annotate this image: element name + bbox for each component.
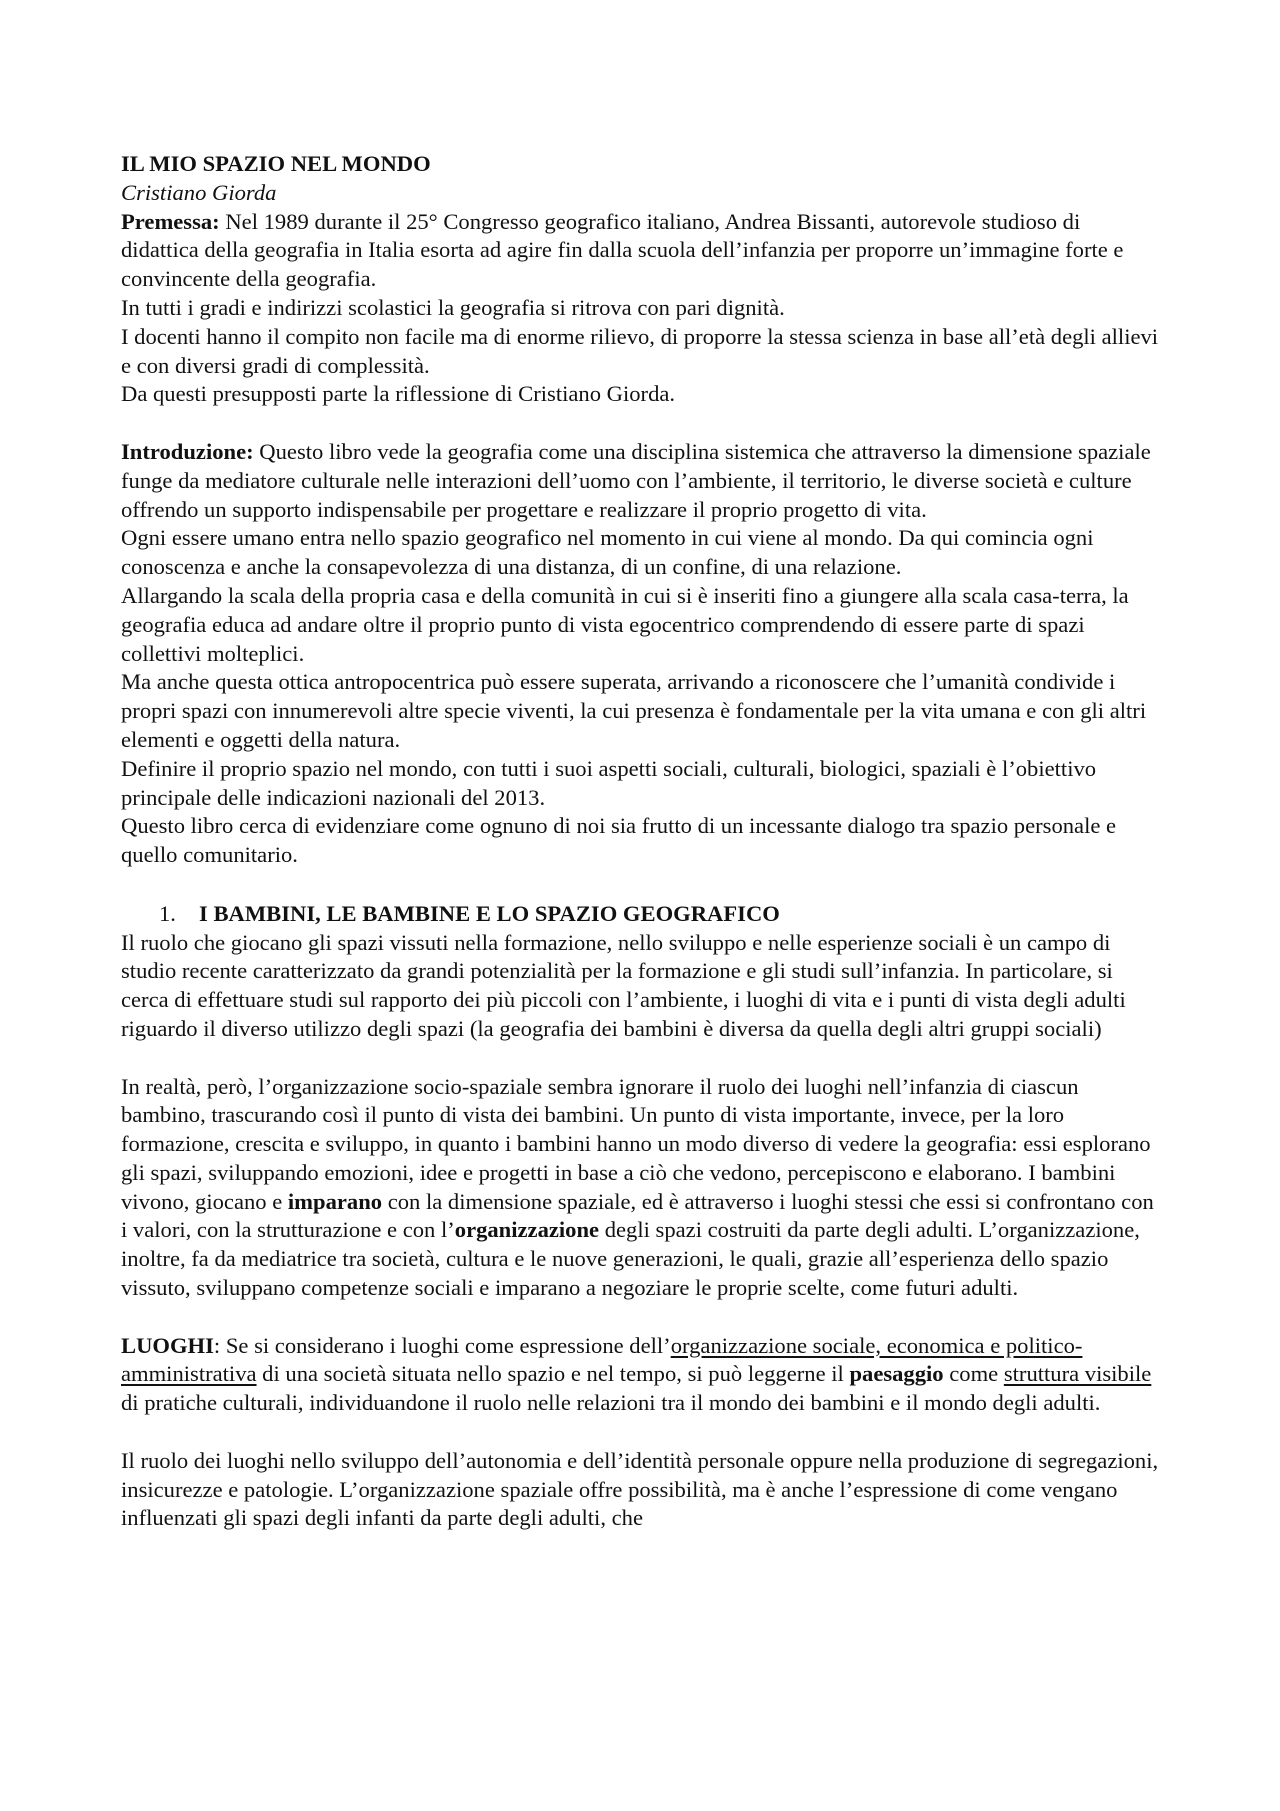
paragraph-ogni: Ogni essere umano entra nello spazio geografico nel momento in cui viene al mondo. Da qui comincia ogni conoscenza e anche la consapevolezza di una distanza, di un confine, di una relazione. bbox=[121, 525, 1094, 580]
introduzione-paragraph bbox=[121, 438, 1161, 524]
paragraph-questo: Questo libro cerca di evidenziare come ognuno di noi sia frutto di un incessante dialogo tra spazio personale e quello comunitario. bbox=[121, 813, 1117, 868]
luoghi-label: LUOGHI bbox=[121, 1332, 214, 1358]
document-author: Cristiano Giorda bbox=[121, 179, 277, 205]
introduzione-label: Introduzione: bbox=[121, 438, 254, 464]
paragraph-realta bbox=[121, 1073, 1161, 1303]
luoghi-text-2: di una società situata nello spazio e nel tempo, si può leggerne il bbox=[256, 1361, 850, 1387]
paragraph-ruolo-luoghi: Il ruolo dei luoghi nello sviluppo dell’autonomia e dell’identità personale oppure nella produzione di segregazioni, insicurezze e patologie. L’organizzazione spaziale offre possibilità, ma è anche l’espressione di come vengano influenzati gli spazi degli infanti da parte degli adulti, che bbox=[121, 1447, 1159, 1531]
paragraph-ruolo: Il ruolo che giocano gli spazi vissuti nella formazione, nello sviluppo e nelle esperienze sociali è un campo di studio recente caratterizzato da grandi potenzialità per la formazione e gli studi sull’infanzia. In particolare, si cerca di effettuare studi sul rapporto dei più piccoli con l’ambiente, i luoghi di vita e i punti di vista degli adulti riguardo il diverso utilizzo degli spazi (la geografia dei bambini è diversa da quella degli altri gruppi sociali) bbox=[121, 929, 1126, 1041]
document-page bbox=[121, 150, 1161, 1533]
premessa-label: Premessa: bbox=[121, 208, 220, 234]
luoghi-text-4: di pratiche culturali, individuandone il ruolo nelle relazioni tra il mondo dei bambini e il mondo degli adulti. bbox=[121, 1390, 1101, 1416]
luoghi-text-1: : Se si considerano i luoghi come espressione dell’ bbox=[213, 1332, 671, 1358]
paragraph-definire: Definire il proprio spazio nel mondo, con tutti i suoi aspetti sociali, culturali, biologici, spaziali è l’obiettivo principale delle indicazioni nazionali del 2013. bbox=[121, 755, 1097, 810]
introduzione-text: Questo libro vede la geografia come una disciplina sistemica che attraverso la dimensione spaziale funge da mediatore culturale nelle interazioni dell’uomo con l’ambiente, il territorio, le diverse società e culture offrendo un supporto indispensabile per progettare e realizzare il proprio progetto di vita. bbox=[121, 438, 1151, 522]
document-title: IL MIO SPAZIO NEL MONDO bbox=[121, 151, 431, 176]
bold-paesaggio: paesaggio bbox=[849, 1361, 944, 1387]
paragraph-gradi: In tutti i gradi e indirizzi scolastici la geografia si ritrova con pari dignità. bbox=[121, 294, 785, 320]
spacer bbox=[121, 409, 1161, 438]
spacer bbox=[121, 1418, 1161, 1447]
spacer bbox=[121, 1303, 1161, 1332]
section-heading-text: I BAMBINI, LE BAMBINE E LO SPAZIO GEOGRAFICO bbox=[199, 900, 780, 926]
realta-text-1: In realtà, però, l’organizzazione socio-spaziale sembra ignorare il ruolo dei luoghi nell’infanzia di ciascun bambino, trascurando così il punto di vista dei bambini. Un punto di vista importante, invece, per la loro formazione, crescita e sviluppo, in quanto i bambini hanno un modo diverso di vedere la geografia: essi esplorano gli spazi, sviluppando emozioni, idee e progetti in base a ciò che vedono, percepiscono e elaborano. I bambini vivono, giocano e bbox=[121, 1073, 1151, 1214]
bold-imparano: imparano bbox=[287, 1188, 383, 1214]
paragraph-allargando: Allargando la scala della propria casa e della comunità in cui si è inseriti fino a giungere alla scala casa-terra, la geografia educa ad andare oltre il proprio punto di vista egocentrico comprendendo di essere parte di spazi collettivi molteplici. bbox=[121, 582, 1129, 666]
paragraph-ma: Ma anche questa ottica antropocentrica può essere superata, arrivando a riconoscere che l’umanità condivide i propri spazi con innumerevoli altre specie viventi, la cui presenza è fondamentale per la vita umana e con gli altri elementi e oggetti della natura. bbox=[121, 669, 1147, 752]
spacer bbox=[121, 870, 1161, 899]
realta-text-2: con la dimensione spaziale, ed è attraverso i luoghi stessi che essi si confrontano con i valori, con la strutturazione e con l’ bbox=[121, 1188, 1154, 1243]
realta-text-3: degli spazi costruiti da parte degli adulti. L’organizzazione, inoltre, fa da mediatrice tra società, cultura e le nuove generazioni, le quali, grazie all’esperienza dello spazio vissuto, sviluppano competenze sociali e imparano a negoziare le proprie scelte, come futuri adulti. bbox=[121, 1217, 1140, 1301]
bold-organizzazione: organizzazione bbox=[454, 1217, 600, 1243]
premessa-text: Nel 1989 durante il 25° Congresso geografico italiano, Andrea Bissanti, autorevole studioso di didattica della geografia in Italia esorta ad agire fin dalla scuola dell’infanzia per proporre un’immagine forte e convincente della geografia. bbox=[121, 208, 1124, 292]
paragraph-luoghi bbox=[121, 1332, 1161, 1418]
section-number: 1. bbox=[159, 900, 176, 926]
paragraph-docenti: I docenti hanno il compito non facile ma di enorme rilievo, di proporre la stessa scienza in base all’età degli allievi e con diversi gradi di complessità. bbox=[121, 323, 1159, 378]
paragraph-presupposti: Da questi presupposti parte la riflessione di Cristiano Giorda. bbox=[121, 381, 676, 407]
luoghi-text-3: come bbox=[943, 1361, 1004, 1387]
underline-organizzazione: organizzazione sociale, economica e politico-amministrativa bbox=[121, 1332, 1083, 1387]
spacer bbox=[121, 1044, 1161, 1073]
premessa-paragraph bbox=[121, 208, 1161, 294]
section-heading-1 bbox=[121, 900, 1161, 929]
underline-struttura-visibile: struttura visibile bbox=[1003, 1361, 1152, 1387]
